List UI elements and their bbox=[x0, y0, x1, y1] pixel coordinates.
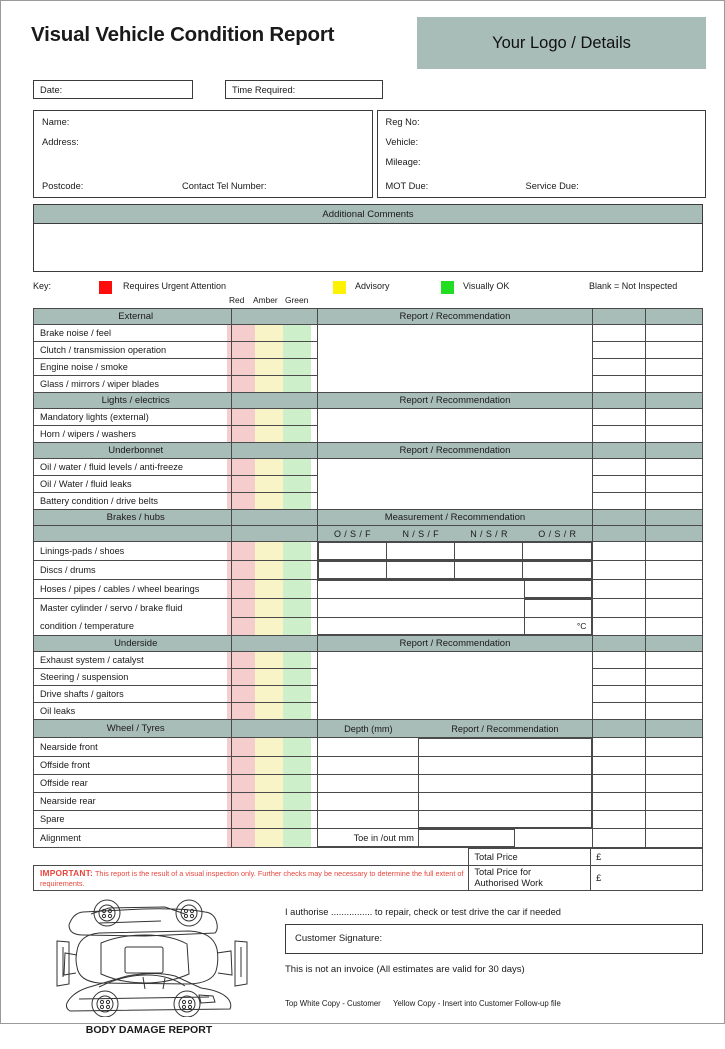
rag-cell-amber[interactable] bbox=[261, 542, 290, 561]
mot-due-label: MOT Due: bbox=[385, 181, 429, 191]
rag-cell-green[interactable] bbox=[289, 376, 318, 393]
logo-placeholder: Your Logo / Details bbox=[417, 17, 706, 69]
rag-cell-red[interactable] bbox=[232, 652, 261, 669]
red-swatch-icon bbox=[99, 281, 112, 294]
report-cell[interactable] bbox=[318, 686, 592, 703]
rag-cell-red[interactable] bbox=[232, 342, 261, 359]
table-row bbox=[34, 756, 703, 774]
table-row bbox=[34, 426, 703, 443]
depth-cell[interactable] bbox=[318, 775, 418, 792]
rag-cell-amber[interactable] bbox=[261, 580, 290, 599]
authorised-line1: Total Price for bbox=[474, 867, 532, 878]
rag-cell-red[interactable] bbox=[232, 792, 261, 810]
table-row bbox=[34, 561, 703, 580]
rag-cell-red[interactable] bbox=[232, 561, 261, 580]
authorise-text: I authorise ................ to repair, check or test drive the car if needed bbox=[285, 906, 561, 917]
important-text: This report is the result of a visual inspection only. Further checks may be necessary to determine the full extent of requirements. bbox=[40, 869, 464, 888]
rag-cell-amber[interactable] bbox=[261, 669, 290, 686]
row-label: Oil / Water / fluid leaks bbox=[34, 476, 232, 493]
depth-cell[interactable] bbox=[318, 739, 418, 756]
rag-cell-red[interactable] bbox=[232, 703, 261, 720]
section-title-brakes: Brakes / hubs bbox=[34, 510, 232, 526]
footer-section bbox=[33, 899, 703, 1049]
important-word: IMPORTANT: bbox=[40, 868, 94, 878]
body-damage-diagram[interactable] bbox=[39, 899, 259, 1036]
depth-cell[interactable] bbox=[318, 757, 418, 774]
report-cell[interactable] bbox=[418, 811, 591, 828]
row-label: condition / temperature bbox=[34, 617, 232, 636]
table-row bbox=[34, 703, 703, 720]
key-blank-text: Blank = Not Inspected bbox=[589, 281, 678, 291]
key-legend bbox=[33, 281, 705, 295]
table-row bbox=[34, 376, 703, 393]
row-label: Alignment bbox=[34, 829, 232, 848]
row-label: Glass / mirrors / wiper blades bbox=[34, 376, 232, 393]
rag-cell-amber[interactable] bbox=[261, 829, 290, 848]
key-green-text: Visually OK bbox=[463, 281, 510, 291]
rag-cell-amber[interactable] bbox=[261, 686, 290, 703]
rag-cell-amber[interactable] bbox=[261, 426, 290, 443]
rag-cell-green[interactable] bbox=[289, 810, 318, 829]
rag-cell-amber[interactable] bbox=[261, 409, 290, 426]
row-label: Steering / suspension bbox=[34, 669, 232, 686]
section-title-underside: Underside bbox=[34, 636, 232, 652]
totals-table bbox=[33, 848, 703, 891]
row-label: Oil leaks bbox=[34, 703, 232, 720]
rag-cell-green[interactable] bbox=[289, 738, 318, 757]
rag-cell-red[interactable] bbox=[232, 686, 261, 703]
rag-cell-red[interactable] bbox=[232, 738, 261, 757]
authorised-work-label bbox=[469, 866, 591, 891]
rag-cell-green[interactable] bbox=[289, 703, 318, 720]
measure-cell-nsf[interactable] bbox=[387, 562, 455, 579]
not-invoice-text: This is not an invoice (All estimates are valid for 30 days) bbox=[285, 963, 525, 975]
rag-cell-green[interactable] bbox=[289, 325, 318, 342]
rag-cell-amber[interactable] bbox=[261, 738, 290, 757]
table-row bbox=[34, 580, 703, 599]
key-red-text: Requires Urgent Attention bbox=[123, 281, 227, 291]
green-swatch-icon bbox=[441, 281, 454, 294]
inspection-table bbox=[33, 308, 703, 848]
table-row bbox=[34, 792, 703, 810]
total-price-label: Total Price bbox=[469, 849, 591, 866]
rag-cell-red[interactable] bbox=[232, 542, 261, 561]
report-cell[interactable] bbox=[318, 669, 592, 686]
rag-cell-red[interactable] bbox=[232, 426, 261, 443]
table-row bbox=[34, 669, 703, 686]
measure-cell-osr[interactable] bbox=[524, 581, 591, 598]
row-label: Offside rear bbox=[34, 774, 232, 792]
top-fields-row bbox=[19, 80, 706, 99]
rag-cell-green[interactable] bbox=[289, 342, 318, 359]
brake-position-subheader bbox=[34, 526, 703, 542]
important-notice bbox=[34, 866, 469, 891]
measurement-header: Measurement / Recommendation bbox=[318, 510, 592, 526]
report-cell[interactable] bbox=[318, 459, 592, 476]
table-row bbox=[34, 617, 703, 636]
rag-cell-green[interactable] bbox=[289, 459, 318, 476]
row-label: Linings-pads / shoes bbox=[34, 542, 232, 561]
rag-cell-red[interactable] bbox=[232, 376, 261, 393]
depth-cell[interactable] bbox=[318, 793, 418, 810]
totals-section bbox=[33, 848, 703, 891]
rag-cell-amber[interactable] bbox=[261, 792, 290, 810]
row-label: Mandatory lights (external) bbox=[34, 409, 232, 426]
report-cell[interactable] bbox=[318, 652, 592, 669]
rag-cell-red[interactable] bbox=[232, 599, 261, 618]
rag-cell-amber[interactable] bbox=[261, 476, 290, 493]
brake-pos-nsf: N / S / F bbox=[387, 526, 455, 541]
rag-cell-red[interactable] bbox=[232, 359, 261, 376]
report-cell[interactable] bbox=[318, 703, 592, 720]
brake-pos-nsr: N / S / R bbox=[455, 526, 523, 541]
table-row bbox=[34, 342, 703, 359]
table-row bbox=[34, 599, 703, 618]
rag-cell-green[interactable] bbox=[289, 669, 318, 686]
report-cell[interactable] bbox=[318, 618, 524, 635]
copy-instructions bbox=[285, 999, 703, 1008]
row-label: Nearside rear bbox=[34, 792, 232, 810]
customer-signature-field[interactable]: Customer Signature: bbox=[285, 924, 703, 954]
service-due-label: Service Due: bbox=[525, 181, 579, 191]
row-label: Spare bbox=[34, 810, 232, 829]
rag-cell-amber[interactable] bbox=[261, 325, 290, 342]
table-row bbox=[34, 774, 703, 792]
time-required-field[interactable]: Time Required: bbox=[225, 80, 383, 99]
rag-cell-green[interactable] bbox=[289, 476, 318, 493]
temperature-unit-label: °C bbox=[524, 618, 591, 635]
table-row bbox=[34, 810, 703, 829]
report-header-underside: Report / Recommendation bbox=[318, 636, 592, 652]
table-row bbox=[34, 652, 703, 669]
key-amber-text: Advisory bbox=[355, 281, 390, 291]
section-title-wheels: Wheel / Tyres bbox=[34, 720, 232, 738]
row-label: Hoses / pipes / cables / wheel bearings bbox=[34, 580, 232, 599]
rag-cell-green[interactable] bbox=[289, 829, 318, 848]
table-row bbox=[34, 325, 703, 342]
copy-white-text: Top White Copy - Customer bbox=[285, 998, 381, 1008]
vehicle-details-box[interactable] bbox=[377, 110, 707, 198]
vehicle-label: Vehicle: bbox=[385, 137, 419, 147]
rag-cell-amber[interactable] bbox=[261, 493, 290, 510]
rag-cell-amber[interactable] bbox=[261, 810, 290, 829]
rag-cell-green[interactable] bbox=[289, 426, 318, 443]
report-cell[interactable] bbox=[418, 775, 591, 792]
section-title-lights: Lights / electrics bbox=[34, 393, 232, 409]
table-row bbox=[34, 738, 703, 757]
report-cell[interactable] bbox=[418, 793, 591, 810]
report-cell[interactable] bbox=[318, 409, 592, 426]
rag-cell-green[interactable] bbox=[289, 652, 318, 669]
measure-cell-nsr[interactable] bbox=[455, 562, 523, 579]
row-label: Brake noise / feel bbox=[34, 325, 232, 342]
inspection-table-wrapper bbox=[33, 308, 703, 848]
rag-cell-amber[interactable] bbox=[261, 756, 290, 774]
diagram-caption: BODY DAMAGE REPORT bbox=[85, 1023, 213, 1036]
measure-cell-osf[interactable] bbox=[319, 562, 387, 579]
authorised-line2: Authorised Work bbox=[474, 877, 543, 888]
report-cell[interactable] bbox=[318, 342, 592, 359]
rag-cell-red[interactable] bbox=[232, 476, 261, 493]
contact-tel-label: Contact Tel Number: bbox=[182, 181, 267, 191]
rag-cell-amber[interactable] bbox=[261, 376, 290, 393]
rag-cell-amber[interactable] bbox=[261, 459, 290, 476]
measure-cell-nsr[interactable] bbox=[455, 543, 523, 560]
table-row bbox=[34, 686, 703, 703]
rag-cell-red[interactable] bbox=[232, 580, 261, 599]
row-label: Master cylinder / servo / brake fluid bbox=[34, 599, 232, 618]
additional-comments-box[interactable] bbox=[33, 223, 703, 272]
report-cell[interactable] bbox=[418, 757, 591, 774]
measure-cell-osr[interactable] bbox=[523, 562, 591, 579]
rag-cell-green[interactable] bbox=[289, 774, 318, 792]
table-row bbox=[34, 829, 703, 848]
authorised-work-row bbox=[34, 866, 703, 891]
amber-swatch-icon bbox=[333, 281, 346, 294]
car-outlines-icon bbox=[39, 899, 259, 1017]
measure-cell-nsf[interactable] bbox=[387, 543, 455, 560]
report-cell[interactable] bbox=[318, 600, 524, 617]
section-header-wheels bbox=[34, 720, 703, 738]
rag-cell-green[interactable] bbox=[289, 561, 318, 580]
rag-cell-green[interactable] bbox=[289, 686, 318, 703]
postcode-label: Postcode: bbox=[42, 181, 84, 191]
rag-cell-red[interactable] bbox=[232, 409, 261, 426]
row-label: Nearside front bbox=[34, 738, 232, 757]
report-cell[interactable] bbox=[318, 581, 524, 598]
rag-cell-red[interactable] bbox=[232, 325, 261, 342]
customer-details-box[interactable] bbox=[33, 110, 373, 198]
table-row bbox=[34, 542, 703, 561]
authorisation-block bbox=[285, 907, 703, 1008]
toe-in-out-label: Toe in /out mm bbox=[318, 830, 418, 847]
rag-cell-amber[interactable] bbox=[261, 774, 290, 792]
rag-cell-green[interactable] bbox=[289, 580, 318, 599]
table-row bbox=[34, 476, 703, 493]
table-row bbox=[34, 409, 703, 426]
report-cell[interactable] bbox=[318, 376, 592, 393]
rag-label-amber: Amber bbox=[253, 295, 278, 305]
rag-cell-amber[interactable] bbox=[261, 561, 290, 580]
row-label: Offside front bbox=[34, 756, 232, 774]
rag-cell-green[interactable] bbox=[289, 792, 318, 810]
row-label: Drive shafts / gaitors bbox=[34, 686, 232, 703]
total-price-value[interactable]: £ bbox=[591, 849, 703, 866]
rag-cell-red[interactable] bbox=[232, 810, 261, 829]
rag-cell-green[interactable] bbox=[289, 359, 318, 376]
row-label: Clutch / transmission operation bbox=[34, 342, 232, 359]
page-title: Visual Vehicle Condition Report bbox=[31, 23, 335, 46]
row-label: Oil / water / fluid levels / anti-freeze bbox=[34, 459, 232, 476]
rag-cell-red[interactable] bbox=[232, 829, 261, 848]
rag-cell-green[interactable] bbox=[289, 756, 318, 774]
rag-cell-amber[interactable] bbox=[261, 599, 290, 618]
table-row bbox=[34, 459, 703, 476]
page-header bbox=[19, 17, 706, 69]
mileage-label: Mileage: bbox=[385, 157, 421, 167]
section-header-underside bbox=[34, 636, 703, 652]
measure-cell-osr[interactable] bbox=[523, 543, 591, 560]
rag-cell-red[interactable] bbox=[232, 459, 261, 476]
table-row bbox=[34, 493, 703, 510]
date-field[interactable]: Date: bbox=[33, 80, 193, 99]
rag-cell-green[interactable] bbox=[289, 599, 318, 618]
authorised-work-value[interactable]: £ bbox=[591, 866, 703, 891]
rag-cell-amber[interactable] bbox=[261, 617, 290, 636]
section-title-external: External bbox=[34, 309, 232, 325]
rag-cell-amber[interactable] bbox=[261, 359, 290, 376]
rag-cell-green[interactable] bbox=[289, 409, 318, 426]
reg-no-label: Reg No: bbox=[385, 117, 420, 127]
section-header-external bbox=[34, 309, 703, 325]
row-label: Discs / drums bbox=[34, 561, 232, 580]
rag-cell-amber[interactable] bbox=[261, 652, 290, 669]
brake-pos-osr: O / S / R bbox=[523, 526, 591, 541]
address-label: Address: bbox=[42, 137, 79, 147]
rag-cell-red[interactable] bbox=[232, 756, 261, 774]
copy-yellow-text: Yellow Copy - Insert into Customer Follow-up file bbox=[393, 998, 561, 1008]
total-price-row bbox=[34, 849, 703, 866]
rag-cell-amber[interactable] bbox=[261, 703, 290, 720]
section-header-lights bbox=[34, 393, 703, 409]
report-cell[interactable] bbox=[318, 493, 592, 510]
measure-cell-osf[interactable] bbox=[319, 543, 387, 560]
rag-cell-green[interactable] bbox=[289, 542, 318, 561]
rag-cell-red[interactable] bbox=[232, 774, 261, 792]
row-label: Horn / wipers / washers bbox=[34, 426, 232, 443]
depth-cell[interactable] bbox=[318, 811, 418, 828]
additional-comments-header: Additional Comments bbox=[33, 204, 703, 223]
depth-header: Depth (mm) bbox=[318, 720, 418, 737]
section-title-underbonnet: Underbonnet bbox=[34, 443, 232, 459]
rag-cell-amber[interactable] bbox=[261, 342, 290, 359]
section-header-underbonnet bbox=[34, 443, 703, 459]
report-cell[interactable] bbox=[318, 476, 592, 493]
name-label: Name: bbox=[42, 117, 70, 127]
report-cell[interactable] bbox=[318, 426, 592, 443]
rag-label-red: Red bbox=[229, 295, 245, 305]
measure-cell-osr[interactable] bbox=[524, 600, 591, 617]
row-label: Battery condition / drive belts bbox=[34, 493, 232, 510]
rag-label-green: Green bbox=[285, 295, 309, 305]
rag-cell-green[interactable] bbox=[289, 617, 318, 636]
section-header-brakes bbox=[34, 510, 703, 526]
key-label: Key: bbox=[33, 281, 52, 291]
report-cell[interactable] bbox=[418, 739, 591, 756]
report-header-external: Report / Recommendation bbox=[318, 309, 592, 325]
rag-cell-green[interactable] bbox=[289, 493, 318, 510]
rag-cell-red[interactable] bbox=[232, 493, 261, 510]
customer-vehicle-row bbox=[19, 110, 706, 198]
brake-pos-osf: O / S / F bbox=[318, 526, 386, 541]
alignment-value-cell[interactable] bbox=[418, 830, 514, 847]
report-cell[interactable] bbox=[318, 359, 592, 376]
report-header-lights: Report / Recommendation bbox=[318, 393, 592, 409]
report-cell[interactable] bbox=[318, 325, 592, 342]
report-header-wheels: Report / Recommendation bbox=[418, 720, 591, 737]
row-label: Engine noise / smoke bbox=[34, 359, 232, 376]
report-header-underbonnet: Report / Recommendation bbox=[318, 443, 592, 459]
rag-column-labels bbox=[33, 295, 705, 308]
rag-cell-red[interactable] bbox=[232, 617, 261, 636]
table-row bbox=[34, 359, 703, 376]
row-label: Exhaust system / catalyst bbox=[34, 652, 232, 669]
rag-cell-red[interactable] bbox=[232, 669, 261, 686]
